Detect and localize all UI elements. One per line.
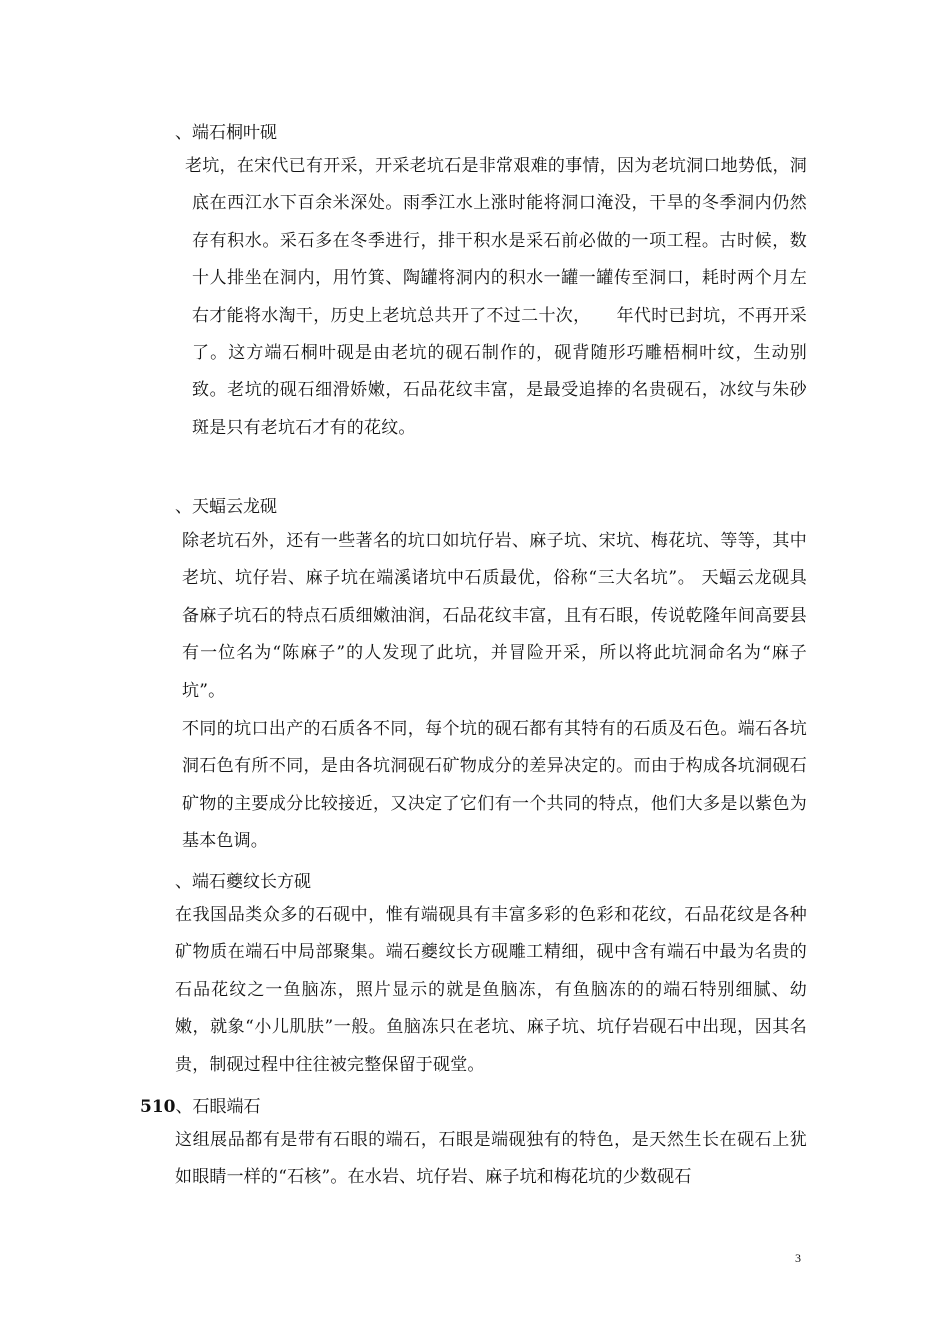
paragraph-famous-pits: 除老坑石外，还有一些著名的坑口如坑仔岩、麻子坑、宋坑、梅花坑、等等，其中老坑、坑仔岩、麻子坑在端溪诸坑中石质最优，俗称“三大名坑”。 天蝠云龙砚具备麻子坑石的特点石质细嫩油润，石品花纹丰富，且有石眼，传说乾隆年间高要县有一位名为“陈麻子”的人发现了此坑，并冒险开采，所以将此坑洞命名为“麻子坑”。	[182, 531, 807, 701]
section-heading-tongye-inkstone: 、端石桐叶砚	[175, 123, 277, 143]
page-number: 3	[795, 1251, 801, 1265]
section-number: 510	[140, 1097, 176, 1117]
paragraph-stone-eye: 这组展品都有是带有石眼的端石，石眼是端砚独有的特色，是天然生长在砚石上犹如眼睛一样的“石核”。在水岩、坑仔岩、麻子坑和梅花坑的少数砚石	[175, 1130, 807, 1188]
paragraph-stone-colors: 不同的坑口出产的石质各不同，每个坑的砚石都有其特有的石质及石色。端石各坑洞石色有所不同，是由各坑洞砚石矿物成分的差异决定的。而由于构成各坑洞砚石矿物的主要成分比较接近，又决定了它们有一个共同的特点，他们大多是以紫色为基本色调。	[182, 719, 807, 852]
section-title: 、石眼端石	[175, 1097, 261, 1117]
section-heading-kui-pattern-inkstone: 、端石夔纹长方砚	[175, 872, 311, 892]
section-heading-stone-eye	[140, 1095, 261, 1119]
paragraph-stone-patterns: 在我国品类众多的石砚中，惟有端砚具有丰富多彩的色彩和花纹，石品花纹是各种矿物质在端石中局部聚集。端石夔纹长方砚雕工精细，砚中含有端石中最为名贵的石品花纹之一鱼脑冻，照片显示的就是鱼脑冻，有鱼脑冻的的端石特别细腻、幼嫩，就象“小儿肌肤”一般。鱼脑冻只在老坑、麻子坑、坑仔岩砚石中出现，因其名贵，制砚过程中往往被完整保留于砚堂。	[175, 905, 807, 1075]
paragraph-laokeng: 老坑，在宋代已有开采，开采老坑石是非常艰难的事情，因为老坑洞口地势低，洞底在西江水下百余米深处。雨季江水上涨时能将洞口淹没，干旱的冬季洞内仍然存有积水。采石多在冬季进行，排干积水是采石前必做的一项工程。古时候，数十人排坐在洞内，用竹箕、陶罐将洞内的积水一罐一罐传至洞口，耗时两个月左右才能将水淘干，历史上老坑总共开了不过二十次， 年代时已封坑，不再开采了。这方端石桐叶砚是由老坑的砚石制作的，砚背随形巧雕梧桐叶纹，生动别致。老坑的砚石细滑娇嫩，石品花纹丰富，是最受追捧的名贵砚石，冰纹与朱砂斑是只有老坑石才有的花纹。	[185, 156, 807, 438]
section-heading-tianfu-yunlong-inkstone: 、天蝠云龙砚	[175, 497, 277, 517]
